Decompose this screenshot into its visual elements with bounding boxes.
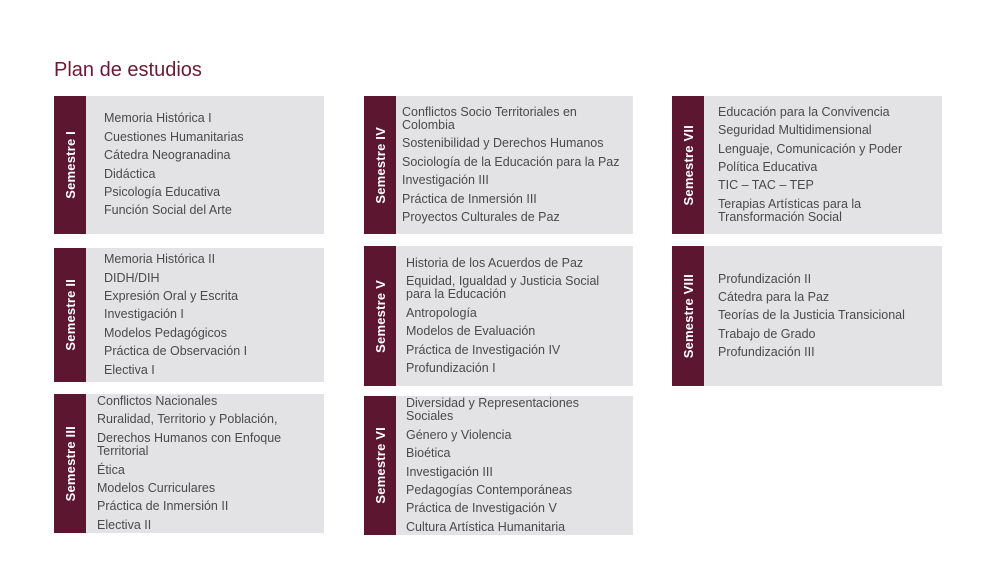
course-item: Función Social del Arte [104,203,232,218]
course-item: Conflictos Nacionales [97,393,218,408]
semester-tab [54,96,86,234]
course-item: Investigación I [104,307,184,322]
semester-label: Semestre VII [680,124,696,206]
semester-label: Semestre V [372,279,388,353]
page-title: Plan de estudios [54,59,202,81]
semester-label: Semestre VIII [680,273,696,359]
semester-label: Semestre VI [372,427,388,504]
course-item: Lenguaje, Comunicación y Poder [718,141,903,156]
course-item: Sostenibilidad y Derechos Humanos [402,136,604,151]
course-list [86,96,316,234]
course-item: Expresión Oral y Escrita [104,288,239,303]
course-item: Práctica de Observación I [104,344,248,359]
course-item: Cuestiones Humanitarias [104,129,244,144]
course-item: Profundización I [406,361,496,376]
course-item: Didáctica [104,166,156,181]
course-item: Investigación III [406,464,493,479]
semester-card-7 [672,96,942,234]
course-item: Trabajo de Grado [718,326,816,341]
course-item: Conflictos Socio Territoriales en Colombia [402,104,577,132]
semester-label: Semestre II [62,279,78,351]
course-list [704,96,936,234]
semester-card-3 [54,394,324,533]
course-item: Memoria Histórica I [104,111,212,126]
semester-card-2 [54,248,324,382]
course-item: Proyectos Culturales de Paz [402,210,560,225]
course-item: Electiva I [104,362,155,377]
course-list [396,246,624,386]
course-item: Modelos de Evaluación [406,324,536,339]
course-item: Memoria Histórica II [104,252,216,267]
semester-tab [364,246,396,386]
course-item: Antropología [406,305,477,320]
course-item: Equidad, Igualdad y Justicia Social para la Educación [406,274,600,302]
semester-tab [364,396,396,535]
semester-label: Semestre IV [372,126,388,204]
course-list [396,96,628,234]
course-item: Teorías de la Justicia Transicional [718,308,905,323]
semester-tab [54,248,86,382]
course-list [86,394,322,533]
course-item: Psicología Educativa [104,185,221,200]
semester-tab [672,246,704,386]
course-item: Terapias Artísticas para la Transformación Social [718,196,862,225]
course-item: Educación para la Convivencia [718,104,890,119]
course-item: Cátedra Neogranadina [104,148,231,163]
course-item: Diversidad y Representaciones Sociales [406,395,580,424]
course-item: Práctica de Investigación V [406,501,557,516]
semester-tab [54,394,86,533]
course-item: Bioética [406,446,451,461]
course-item: Práctica de Inmersión III [402,191,537,206]
course-item: Historia de los Acuerdos de Paz [406,255,584,270]
course-item: Práctica de Investigación IV [406,342,561,357]
course-item: Cultura Artística Humanitaria [406,519,566,534]
semester-card-6 [364,396,633,535]
semester-label: Semestre III [62,425,78,502]
course-item: Práctica de Inmersión II [97,499,229,514]
course-item: Electiva II [97,517,152,532]
course-list [704,246,936,386]
course-item: Ruralidad, Territorio y Población, [97,412,278,427]
course-item: DIDH/DIH [104,270,160,285]
course-item: TIC – TAC – TEP [718,178,814,193]
course-item: Sociología de la Educación para la Paz [402,154,620,169]
course-item: Política Educativa [718,159,818,174]
semester-card-5 [364,246,633,386]
course-item: Profundización II [718,271,812,286]
semester-label: Semestre I [62,131,78,199]
course-item: Investigación III [402,173,489,188]
course-item: Derechos Humanos con Enfoque Territorial [97,430,282,459]
course-item: Pedagogías Contemporáneas [406,482,573,497]
course-item: Género y Violencia [406,427,512,442]
course-item: Modelos Curriculares [97,480,216,495]
semester-tab [672,96,704,234]
course-list [396,396,624,535]
course-item: Ética [97,462,125,477]
course-item: Cátedra para la Paz [718,289,830,304]
course-item: Profundización III [718,345,815,360]
semester-card-8 [672,246,942,386]
semester-card-1 [54,96,324,234]
course-list [86,248,316,382]
semester-tab [364,96,396,234]
course-item: Modelos Pedagógicos [104,325,227,340]
course-item: Seguridad Multidimensional [718,123,872,138]
semester-card-4 [364,96,633,234]
